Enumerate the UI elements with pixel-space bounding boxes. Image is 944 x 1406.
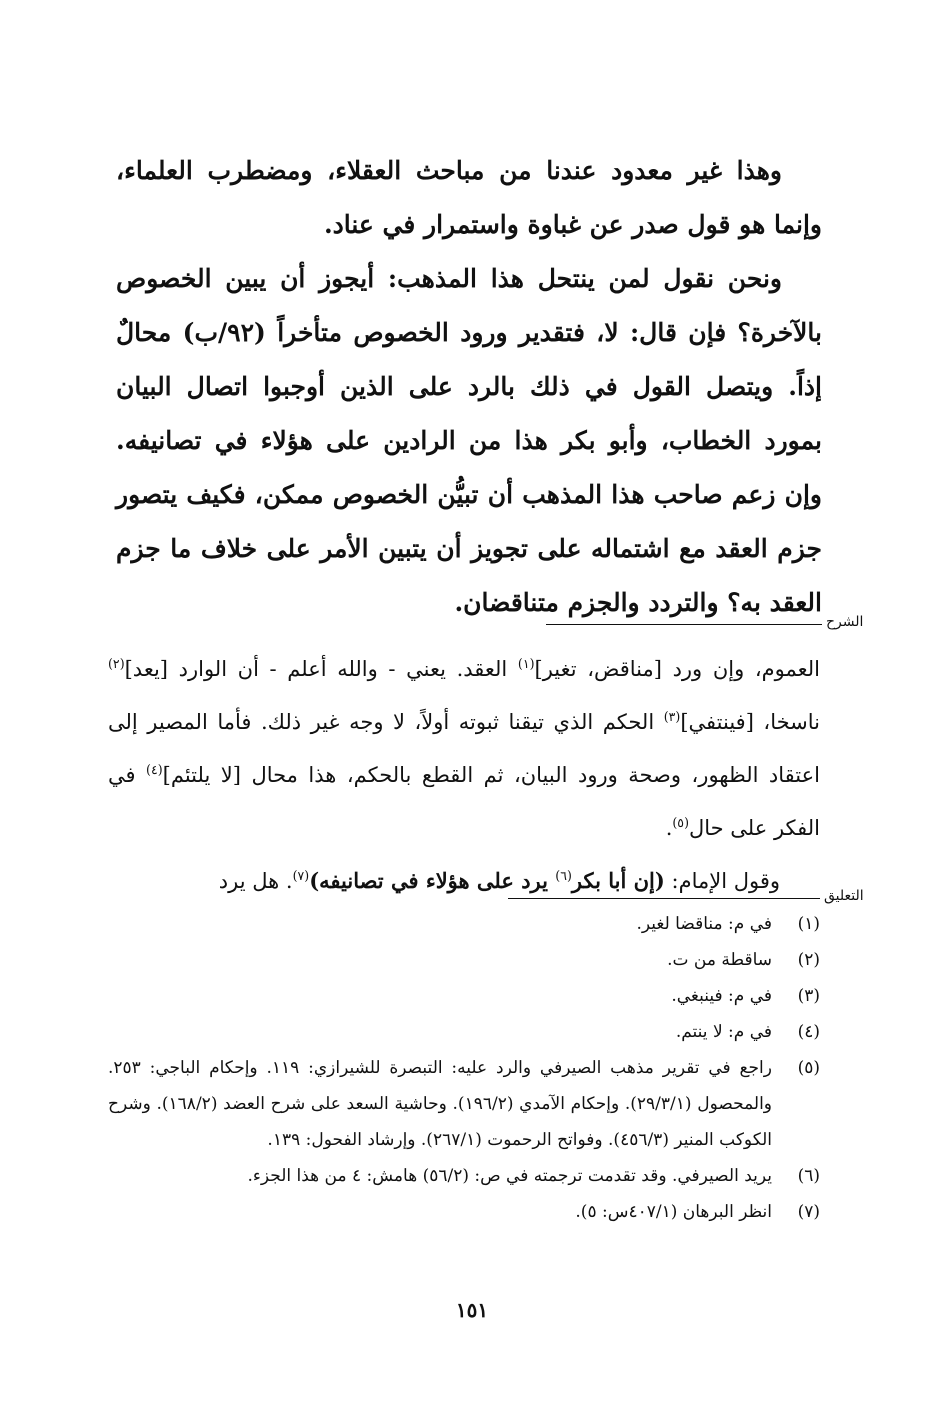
footnote-marker: (١)	[517, 656, 535, 671]
commentary-text: .	[665, 816, 673, 840]
sharh-label: الشرح	[826, 614, 864, 630]
commentary-text: وقول الإمام:	[664, 869, 780, 893]
commentary-text: في الفكر على حال	[108, 763, 820, 840]
footnote-marker: (٦)	[555, 868, 572, 883]
footnote	[108, 978, 820, 1014]
commentary-text: العقد. يعني - والله أعلم - أن الوارد [يعد]	[124, 657, 518, 681]
footnote-number: (٥)	[797, 1058, 820, 1078]
footnote-marker: (٤)	[146, 762, 163, 777]
sharh-separator	[546, 624, 822, 625]
footnote-number: (١)	[797, 914, 820, 934]
footnote	[108, 1014, 820, 1050]
footnote-number: (٧)	[797, 1202, 820, 1222]
main-text	[116, 144, 822, 630]
main-paragraph-2: ونحن نقول لمن ينتحل هذا المذهب: أيجوز أن يبين الخصوص بالآخرة؟ فإن قال: لا، فتقدير ورود الخصوص متأخراً (٩٢/ب) محالٌ إذاً. ويتصل القول في ذلك بالرد على الذين أوجبوا اتصال البيان بمورد الخطاب، وأبو بكر هذا من الرادين على هؤلاء في تصانيفه. وإن زعم صاحب هذا المذهب أن تبيُّن الخصوص ممكن، فكيف يتصور جزم العقد مع اشتماله على تجويز أن يتبين الأمر على خلاف ما جزم العقد به؟ والتردد والجزم متناقضان.	[116, 264, 822, 617]
footnote	[108, 942, 820, 978]
commentary-text: العموم، وإن ورد [مناقض، تغير]	[534, 657, 820, 681]
footnote-text: في م: لا ينتم.	[675, 1022, 772, 1042]
commentary-text: ناسخا، [فينتفي]	[680, 710, 821, 734]
footnote-text: انظر البرهان (٤٠٧/١س: ٥).	[575, 1202, 772, 1222]
footnote	[108, 1050, 820, 1158]
footnote-number: (٤)	[797, 1022, 820, 1042]
footnote-text: في م: مناقضا لغير.	[636, 914, 772, 934]
footnote-text: ساقطة من ت.	[667, 950, 772, 970]
commentary	[108, 640, 820, 905]
commentary-quote: يرد على هؤلاء في تصانيفه)	[309, 868, 556, 893]
footnote-marker: (٣)	[663, 709, 681, 724]
main-paragraph-1: وهذا غير معدود عندنا من مباحث العقلاء، ومضطرب العلماء، وإنما هو قول صدر عن غباوة واستمرار في عناد.	[116, 156, 822, 239]
footnotes	[108, 906, 820, 1230]
page-number: ١٥١	[455, 1298, 489, 1322]
commentary-quote: (إن أبا بكر	[571, 868, 665, 893]
commentary-text: الحكم الذي تيقنا ثبوته أولاً، لا وجه غير ذلك. فأما المصير إلى اعتقاد الظهور، وصحة ورود البيان، ثم القطع بالحكم، هذا محال [لا يلتئم]	[108, 710, 820, 787]
footnote	[108, 1194, 820, 1230]
commentary-paragraph-1	[108, 640, 820, 852]
footnote	[108, 1158, 820, 1194]
footnote-number: (٦)	[797, 1166, 820, 1186]
taaliq-label: التعليق	[824, 888, 864, 904]
footnote-text: يريد الصيرفي. وقد تقدمت ترجمته في ص: (٥٦/٢) هامش: ٤ من هذا الجزء.	[247, 1166, 772, 1186]
footnote-number: (٢)	[797, 950, 820, 970]
footnote-marker: (٥)	[672, 815, 689, 830]
taaliq-separator	[508, 898, 820, 899]
footnote-text: في م: فينبغي.	[671, 986, 772, 1006]
footnote-marker: (٢)	[108, 656, 125, 671]
footnote-number: (٣)	[797, 986, 820, 1006]
footnote-marker: (٧)	[292, 868, 310, 883]
footnote-text: راجع في تقرير مذهب الصيرفي والرد عليه: التبصرة للشيرازي: ١١٩. وإحكام الباجي: ٢٥٣. والمحصول (٢٩/٣/١). وإحكام الآمدي (١٩٦/٢). وحاشية السعد على شرح العضد (١٦٨/٢). وشرح الكوكب المنير (٤٥٦/٣). وفواتح الرحموت (٢٦٧/١). وإرشاد الفحول: ١٣٩.	[108, 1058, 773, 1150]
commentary-text: . هل يرد	[218, 869, 293, 893]
footnote	[108, 906, 820, 942]
